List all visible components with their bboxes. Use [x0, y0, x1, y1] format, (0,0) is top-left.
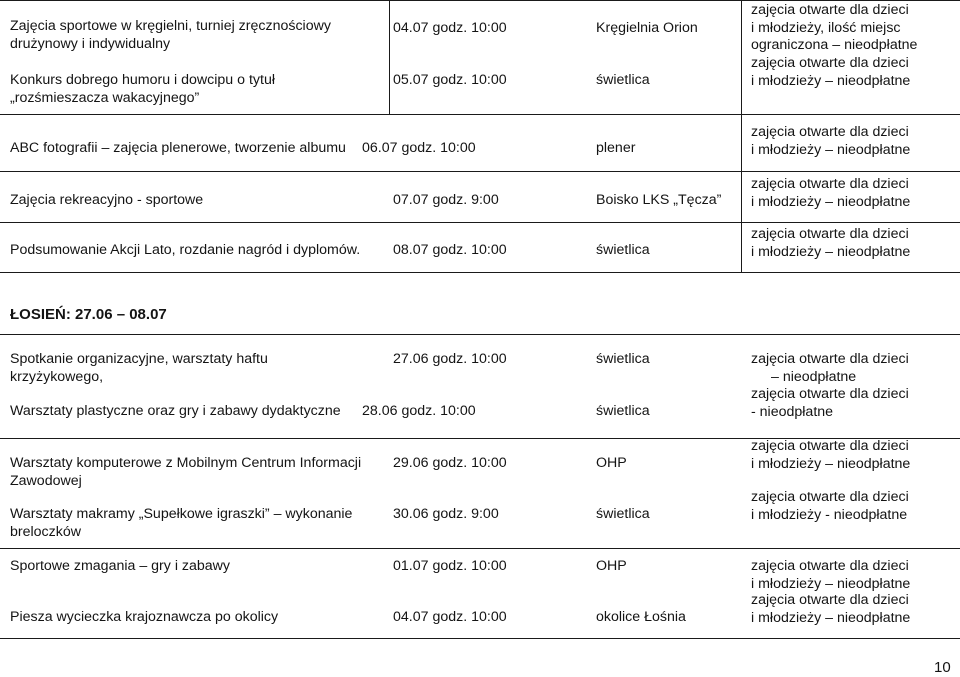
event-notes: zajęcia otwarte dla dzieci i młodzieży – nieodpłatne	[751, 592, 911, 626]
event-date: 08.07 godz. 10:00	[393, 242, 507, 258]
event-notes: zajęcia otwarte dla dzieci i młodzieży – nieodpłatne	[751, 226, 911, 260]
event-place: OHP	[596, 455, 627, 471]
page-number: 10	[934, 659, 951, 676]
event-place: Kręgielnia Orion	[596, 20, 698, 36]
event-notes: zajęcia otwarte dla dzieci – nieodpłatne	[751, 351, 909, 385]
event-name: Piesza wycieczka krajoznawcza po okolicy	[10, 609, 279, 625]
event-date: 30.06 godz. 9:00	[393, 506, 499, 522]
table-rule	[741, 0, 742, 273]
event-name: Warsztaty komputerowe z Mobilnym Centrum Informacji Zawodowej	[10, 455, 362, 489]
event-date: 04.07 godz. 10:00	[393, 20, 507, 36]
table-rule	[0, 222, 960, 223]
event-place: świetlica	[596, 403, 650, 419]
event-name: Podsumowanie Akcji Lato, rozdanie nagród i dyplomów.	[10, 242, 361, 258]
event-place: okolice Łośnia	[596, 609, 686, 625]
table-rule	[0, 0, 960, 1]
event-notes: zajęcia otwarte dla dzieci i młodzieży – nieodpłatne	[751, 55, 911, 89]
table-rule	[0, 334, 960, 335]
event-date: 29.06 godz. 10:00	[393, 455, 507, 471]
event-name: Zajęcia rekreacyjno - sportowe	[10, 192, 204, 208]
event-name: Sportowe zmagania – gry i zabawy	[10, 558, 231, 574]
section-heading: ŁOSIEŃ: 27.06 – 08.07	[10, 306, 167, 323]
event-place: plener	[596, 140, 636, 156]
table-rule	[0, 114, 960, 115]
event-date: 04.07 godz. 10:00	[393, 609, 507, 625]
event-place: Boisko LKS „Tęcza”	[596, 192, 722, 208]
event-place: OHP	[596, 558, 627, 574]
event-name: ABC fotografii – zajęcia plenerowe, tworzenie albumu	[10, 140, 346, 156]
table-rule	[0, 638, 960, 639]
event-date: 07.07 godz. 9:00	[393, 192, 499, 208]
table-rule	[389, 0, 390, 115]
event-notes: zajęcia otwarte dla dzieci i młodzieży, ilość miejsc ograniczona – nieodpłatne	[751, 2, 918, 53]
event-date: 01.07 godz. 10:00	[393, 558, 507, 574]
event-notes: zajęcia otwarte dla dzieci i młodzieży – nieodpłatne	[751, 558, 911, 592]
event-notes: zajęcia otwarte dla dzieci i młodzieży – nieodpłatne	[751, 124, 911, 158]
event-name: Warsztaty makramy „Supełkowe igraszki” – wykonanie breloczków	[10, 506, 353, 540]
event-name: Konkurs dobrego humoru i dowcipu o tytuł „rozśmieszacza wakacyjnego”	[10, 72, 275, 106]
event-place: świetlica	[596, 506, 650, 522]
event-place: świetlica	[596, 242, 650, 258]
event-notes: zajęcia otwarte dla dzieci i młodzieży - nieodpłatne	[751, 489, 909, 523]
event-place: świetlica	[596, 72, 650, 88]
event-place: świetlica	[596, 351, 650, 367]
event-name: Spotkanie organizacyjne, warsztaty haftu krzyżykowego,	[10, 351, 268, 385]
event-date: 05.07 godz. 10:00	[393, 72, 507, 88]
event-notes: zajęcia otwarte dla dzieci - nieodpłatne	[751, 386, 909, 420]
table-rule	[0, 171, 960, 172]
event-notes: zajęcia otwarte dla dzieci i młodzieży – nieodpłatne	[751, 176, 911, 210]
event-notes: zajęcia otwarte dla dzieci i młodzieży – nieodpłatne	[751, 438, 911, 472]
event-name: Zajęcia sportowe w kręgielni, turniej zręcznościowy drużynowy i indywidualny	[10, 18, 331, 52]
event-date: 06.07 godz. 10:00	[362, 140, 476, 156]
event-date: 28.06 godz. 10:00	[362, 403, 476, 419]
table-rule	[0, 548, 960, 549]
event-name: Warsztaty plastyczne oraz gry i zabawy dydaktyczne	[10, 403, 341, 419]
event-date: 27.06 godz. 10:00	[393, 351, 507, 367]
table-rule	[0, 272, 960, 273]
